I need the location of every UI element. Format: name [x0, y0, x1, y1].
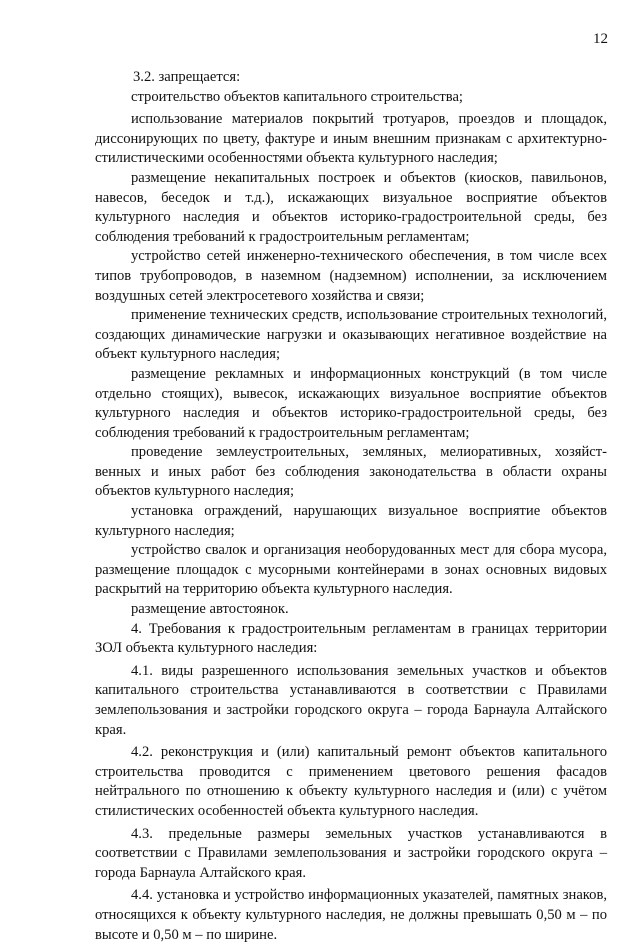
paragraph-prohibition-materials: использование материалов покрытий тротуаров, проездов и площадок, диссонирующих по цвету, фактуре и иным внешним признакам с архитектурно-стилистическими особенностями объекта культурного наследия; — [95, 111, 607, 167]
paragraph-prohibition-parking: размещение автостоянок. — [131, 601, 289, 618]
paragraph-prohibition-technical-means: применение технических средств, использование строительных технологий, создающих динамические нагрузки и оказывающих негативное воздействие на объект культурного наследия; — [95, 307, 607, 363]
paragraph-4-1: 4.1. виды разрешенного использования земельных участков и объектов капитального строительства устанавливаются в соответствии с Правилами землепользования и застройки городского округа – города Барнаула Алтайского края. — [95, 662, 607, 738]
paragraph-prohibition-non-capital-buildings: размещение некапитальных построек и объектов (киосков, павильонов, навесов, беседок и т.д.), искажающих визуальное восприятие объектов культурного наследия и объектов историко-градостроительной среды, без соблюдения требований к градостроительным регламентам; — [95, 169, 607, 245]
paragraph-prohibition-construction: строительство объектов капитального строительства; — [131, 88, 463, 105]
paragraph-prohibition-utility-networks: устройство сетей инженерно-технического обеспечения, в том числе всех типов трубопроводов, в наземном (надземном) исполнении, за исключением воздушных сетей электросетевого хозяйства и связи; — [95, 248, 607, 304]
paragraph-prohibition-earthworks: проведение землеустроительных, земляных, мелиоративных, хозяйственных и иных работ без соблюдения законодательства в области охраны объектов культурного наследия; — [95, 444, 607, 500]
paragraph-prohibition-fences: установка ограждений, нарушающих визуальное восприятие объектов культурного наследия; — [95, 503, 607, 539]
paragraph-4-3: 4.3. предельные размеры земельных участков устанавливаются в соответствии с Правилами землепользования и застройки городского округа – города Барнаула Алтайского края. — [95, 825, 607, 881]
paragraph-3-2: 3.2. запрещается: — [133, 69, 241, 85]
paragraph-prohibition-dumps: устройство свалок и организация необорудованных мест для сбора мусора, размещение площадок с мусорными контейнерами в зонах основных видовых раскрытий на территорию объекта культурного наследия. — [95, 542, 607, 598]
paragraph-prohibition-advertising: размещение рекламных и информационных конструкций (в том числе отдельно стоящих), вывесок, искажающих визуальное восприятие объектов культурного наследия и объектов историко-градостроительной среды, без соблюдения требований к градостроительным регламентам; — [95, 365, 607, 441]
page-number: 12 — [593, 31, 608, 47]
paragraph-4-2: 4.2. реконструкция и (или) капитальный ремонт объектов капитального строительства проводится с применением цветового решения фасадов нейтрального по отношению к объекту культурного наследия и (или) с учётом стилистических особенностей объекта культурного наследия. — [95, 744, 607, 819]
paragraph-section-4: 4. Требования к градостроительным регламентам в границах территории ЗОЛ объекта культурного наследия: — [95, 620, 607, 657]
document-body — [95, 68, 607, 945]
paragraph-4-4: 4.4. установка и устройство информационных указателей, памятных знаков, относящихся к объекту культурного наследия, не должны превышать 0,50 м – по высоте и 0,50 м – по ширине. — [95, 887, 607, 943]
